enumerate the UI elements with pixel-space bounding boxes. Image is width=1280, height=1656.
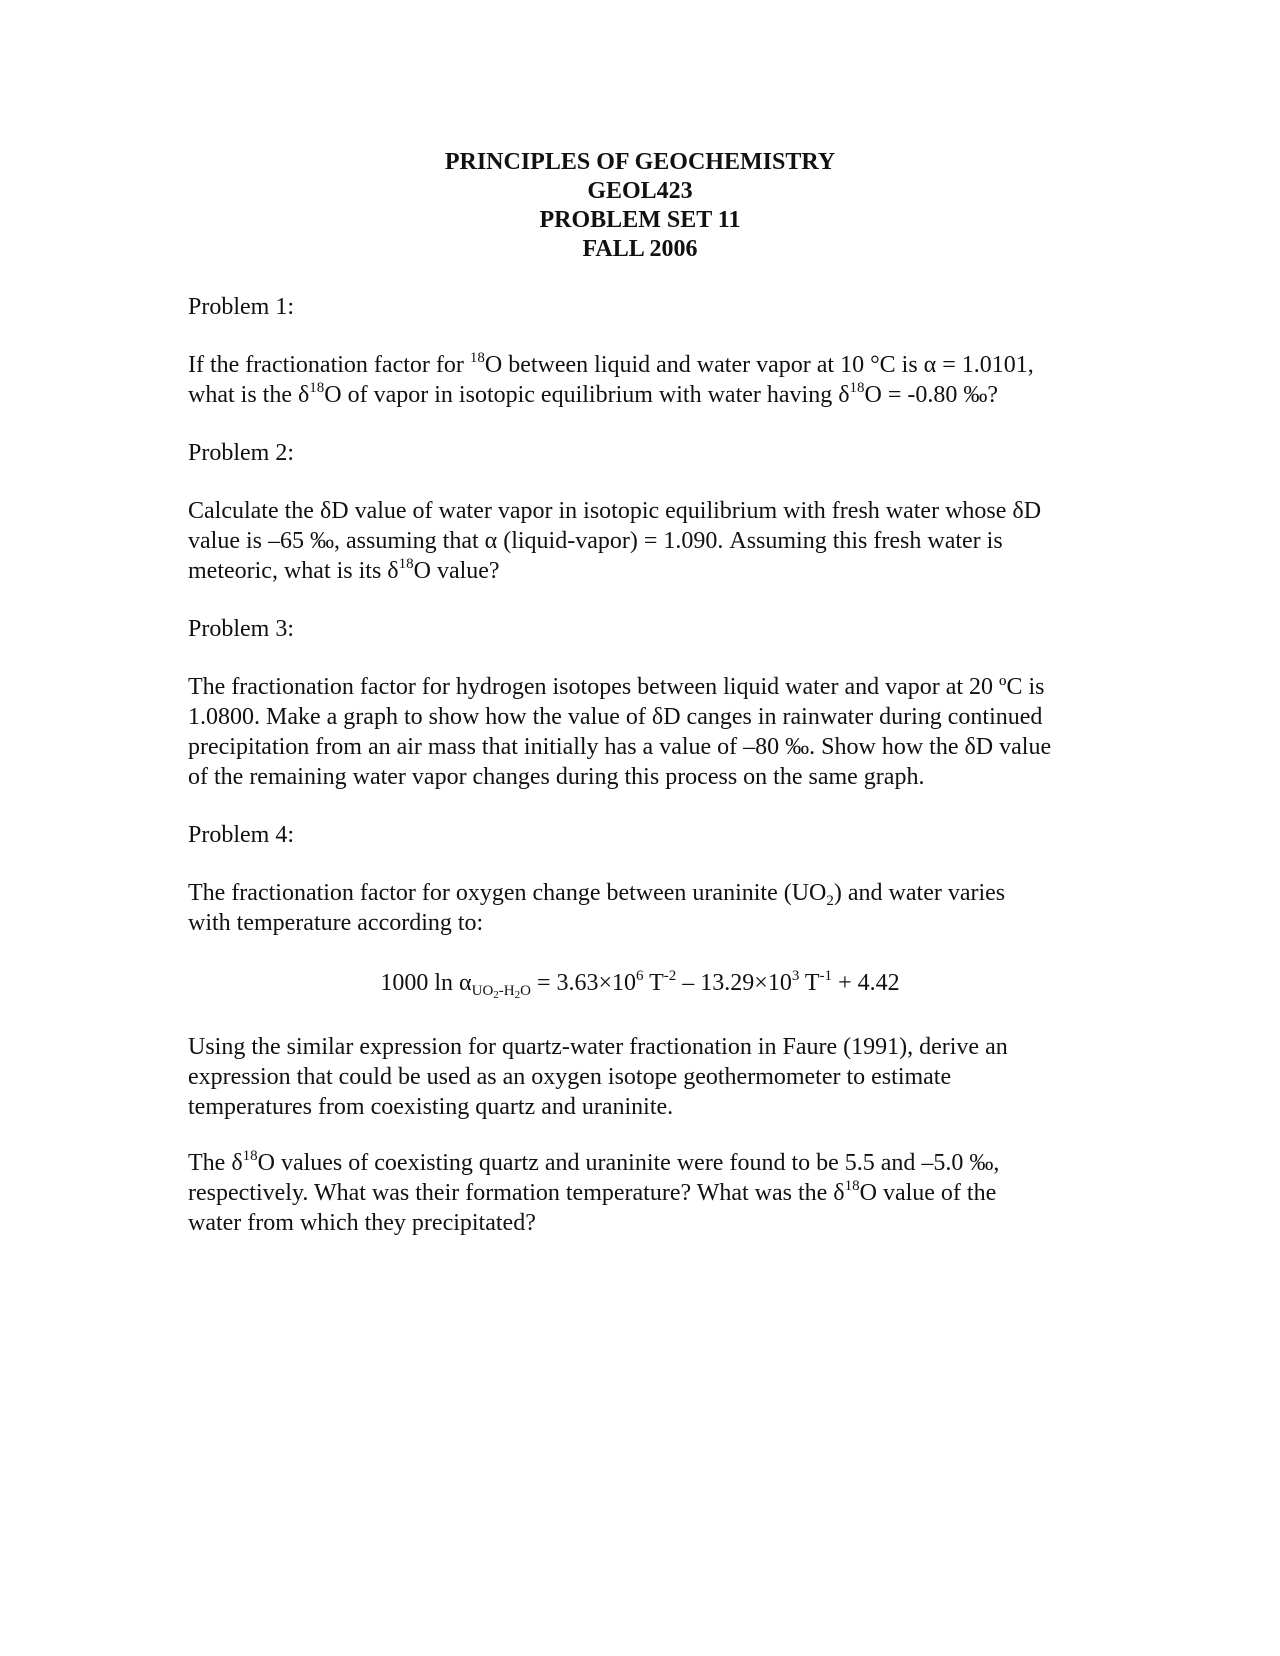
problem-heading: Problem 2: (188, 440, 294, 466)
text-line: The fractionation factor for hydrogen isotopes between liquid water and vapor at 20 ºC is (188, 674, 1045, 700)
text-line: Calculate the δD value of water vapor in isotopic equilibrium with fresh water whose δD (188, 498, 1042, 524)
problem-heading: Problem 4: (188, 822, 294, 848)
problem-heading: Problem 1: (188, 294, 294, 320)
text-line: Using the similar expression for quartz-water fractionation in Faure (1991), derive an (188, 1034, 1008, 1060)
text-line: water from which they precipitated? (188, 1210, 536, 1236)
text-line: value is –65 ‰, assuming that α (liquid-vapor) = 1.090. Assuming this fresh water is (188, 528, 1003, 554)
problem-4-heading (188, 820, 1108, 850)
text-line: The $\delta^{18}O$ values of coexisting quartz and uraninite were found to be 5.5 and –5.0 ‰, (188, 1148, 1000, 1176)
problem-1-text (188, 350, 1108, 410)
text-line: of the remaining water vapor changes during this process on the same graph. (188, 764, 925, 790)
problem-4-part-3 (188, 1148, 1108, 1238)
problem-1-heading (188, 292, 1108, 322)
text-line: meteoric, what is its $\delta^{18}O$ value? (188, 556, 500, 584)
text-line: respectively. What was their formation temperature? What was the $\delta^{18}O$ value of the (188, 1178, 997, 1206)
problem-set-title: PROBLEM SET 11 (539, 207, 741, 233)
text-line: 1.0800. Make a graph to show how the value of δD canges in rainwater during continued (188, 704, 1043, 730)
text-line: temperatures from coexisting quartz and uraninite. (188, 1094, 674, 1120)
semester: FALL 2006 (582, 236, 698, 262)
course-title: PRINCIPLES OF GEOCHEMISTRY (444, 149, 836, 175)
problem-4-intro (188, 878, 1108, 938)
problem-4-part-2 (188, 1032, 1108, 1122)
course-code: GEOL423 (587, 178, 693, 204)
document-header (0, 148, 1280, 264)
problem-3-text (188, 672, 1108, 792)
fractionation-equation: 1000 $\ln \alpha_{UO_2-H_2O} = 3.63\times 10^6$ $T^{-2} - 13.29\times 10^3$ $T^{-1} + 4.42$ (380, 968, 900, 1001)
text-line: with temperature according to: (188, 910, 484, 936)
text-line: precipitation from an air mass that initially has a value of –80 ‰. Show how the δD value (188, 734, 1052, 760)
text-line: what is the $\delta^{18}O$ of vapor in isotopic equilibrium with water having $\delta^{18}O = -0.80$ ‰? (188, 380, 999, 408)
problem-2-text (188, 496, 1108, 586)
text-line: expression that could be used as an oxygen isotope geothermometer to estimate (188, 1064, 952, 1090)
text-line: If the fractionation factor for $^{18}$O between liquid and water vapor at 10 °C is α = 1.0101, (188, 350, 1034, 378)
problem-2-heading (188, 438, 1108, 468)
problem-heading: Problem 3: (188, 616, 294, 642)
problem-3-heading (188, 614, 1108, 644)
text-line: The fractionation factor for oxygen change between uraninite $(UO_2)$ and water varies (188, 880, 1006, 909)
